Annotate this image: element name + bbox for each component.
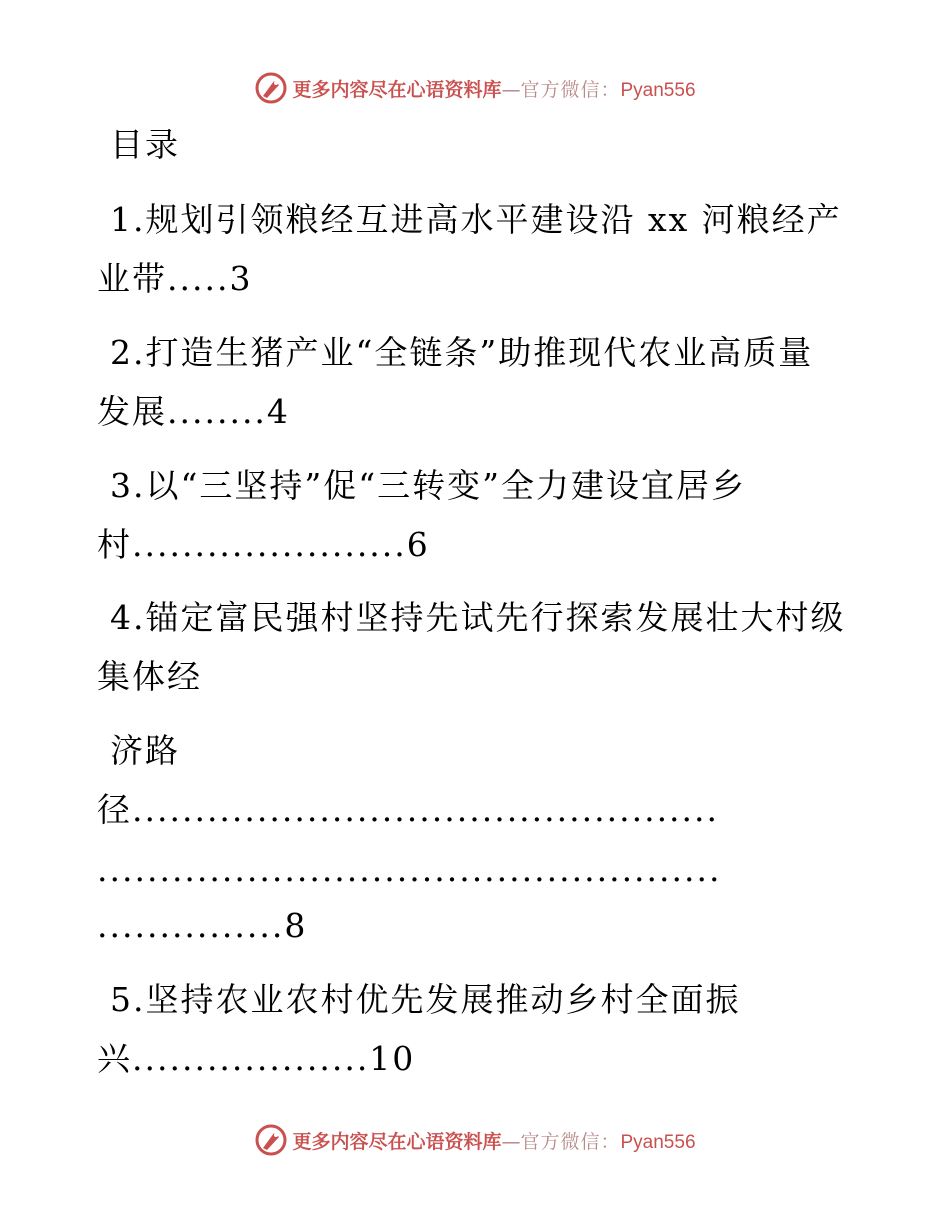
toc-line: 兴...................10 (97, 1039, 416, 1078)
watermark-wechat-id: Pyan556 (620, 1131, 696, 1153)
watermark-wechat-label: 官方微信： (520, 1130, 621, 1153)
footer-watermark (0, 1120, 950, 1160)
toc-line: 3.以“三坚持”促“三转变”全力建设宜居乡 (110, 466, 746, 505)
watermark-wechat-id: Pyan556 (620, 79, 696, 101)
pen-nib-logo-icon (254, 1123, 288, 1157)
toc-line: 5.坚持农业农村优先发展推动乡村全面振 (110, 980, 741, 1019)
toc-line: 济路 (110, 731, 180, 770)
toc-line: 径............................................... (97, 790, 720, 829)
watermark-wechat-label: 官方微信： (520, 78, 621, 101)
toc-line: 集体经 (97, 657, 202, 696)
watermark-site-text: 更多内容尽在心语资料库 (292, 1130, 502, 1153)
toc-line: 4.锚定富民强村坚持先试先行探索发展壮大村级 (110, 598, 846, 637)
toc-line: 发展........4 (97, 392, 290, 431)
watermark-site-text: 更多内容尽在心语资料库 (292, 78, 502, 101)
toc-line: 2.打造生猪产业“全链条”助推现代农业高质量 (110, 333, 814, 372)
header-watermark (0, 68, 950, 108)
toc-line: 业带.....3 (97, 259, 253, 298)
toc-heading: 目录 (110, 125, 180, 164)
toc-line: .................................................. (97, 850, 722, 889)
watermark-text (292, 75, 695, 102)
watermark-dash: — (501, 1130, 521, 1153)
watermark-text (292, 1127, 695, 1154)
pen-nib-logo-icon (254, 71, 288, 105)
toc-line: ...............8 (97, 906, 308, 945)
toc-line: 1.规划引领粮经互进高水平建设沿 xx 河粮经产 (110, 200, 842, 239)
watermark-dash: — (501, 78, 521, 101)
toc-line: 村......................6 (97, 525, 430, 564)
